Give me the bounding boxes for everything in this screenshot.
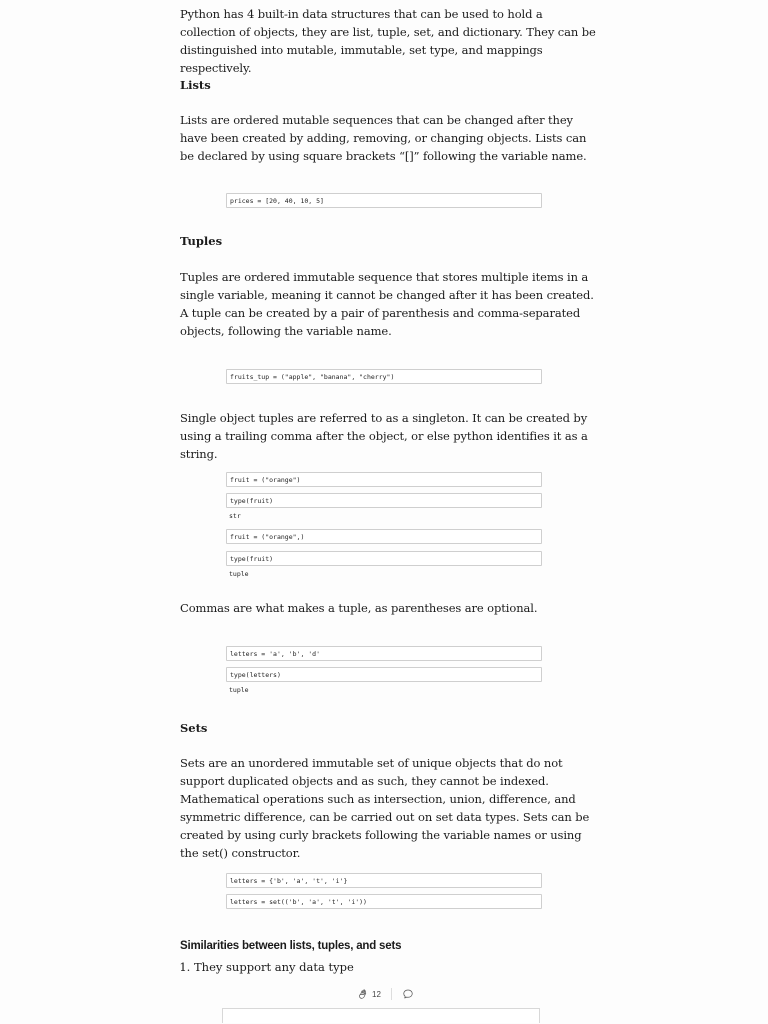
code-block-commas-2: type(letters)	[226, 667, 542, 682]
code-output-singleton-2: tuple	[229, 570, 249, 578]
tuples-heading: Tuples	[180, 234, 223, 248]
code-block-tuples: fruits_tup = ("apple", "banana", "cherry")	[226, 369, 542, 384]
code-block-sets-1: letters = {'b', 'a', 't', 'i'}	[226, 873, 542, 888]
lists-heading: Lists	[180, 78, 211, 92]
commas-paragraph: Commas are what makes a tuple, as parentheses are optional.	[180, 601, 538, 615]
code-block-lists: prices = [20, 40, 10, 5]	[226, 193, 542, 208]
intro-paragraph: Python has 4 built-in data structures that can be used to hold a collection of objects, they are list, tuple, set, and dictionary. They can be distinguished into mutable, immutable, set type, and mappings respectively.	[180, 7, 596, 75]
similarities-list	[180, 958, 354, 976]
clap-count: 12	[372, 989, 381, 999]
list-item: 1. They support any data type	[194, 958, 354, 976]
toolbar-divider	[391, 988, 392, 1000]
engagement-toolbar	[357, 988, 414, 1000]
code-output-singleton-1: str	[229, 512, 241, 520]
comment-icon	[402, 988, 414, 1000]
sets-paragraph: Sets are an unordered immutable set of unique objects that do not support duplicated objects and as such, they cannot be indexed. Mathematical operations such as intersection, union, difference, and symmetric difference, can be carried out on set data types. Sets can be created by using curly brackets following the variable names or using the set() constructor.	[180, 756, 590, 860]
code-block-singleton-1: fruit = ("orange")	[226, 472, 542, 487]
code-output-commas: tuple	[229, 686, 249, 694]
code-block-singleton-3: fruit = ("orange",)	[226, 529, 542, 544]
comment-button[interactable]	[402, 988, 414, 1000]
code-block-singleton-4: type(fruit)	[226, 551, 542, 566]
code-block-singleton-2: type(fruit)	[226, 493, 542, 508]
code-block-commas-1: letters = 'a', 'b', 'd'	[226, 646, 542, 661]
clap-button[interactable]	[357, 988, 381, 1000]
clap-icon	[357, 988, 369, 1000]
singleton-paragraph: Single object tuples are referred to as a singleton. It can be created by using a trailing comma after the object, or else python identifies it as a string.	[180, 411, 588, 461]
tuples-paragraph: Tuples are ordered immutable sequence that stores multiple items in a single variable, meaning it cannot be changed after it has been created. A tuple can be created by a pair of parenthesis and comma-separated objects, following the variable name.	[180, 270, 594, 338]
code-block-sets-2: letters = set(('b', 'a', 't', 'i'))	[226, 894, 542, 909]
lists-paragraph: Lists are ordered mutable sequences that can be changed after they have been created by adding, removing, or changing objects. Lists can be declared by using square brackets “[]” following the variable name.	[180, 113, 587, 163]
sets-heading: Sets	[180, 721, 208, 735]
similarities-heading: Similarities between lists, tuples, and sets	[180, 940, 402, 952]
code-block-cutoff	[222, 1008, 540, 1023]
